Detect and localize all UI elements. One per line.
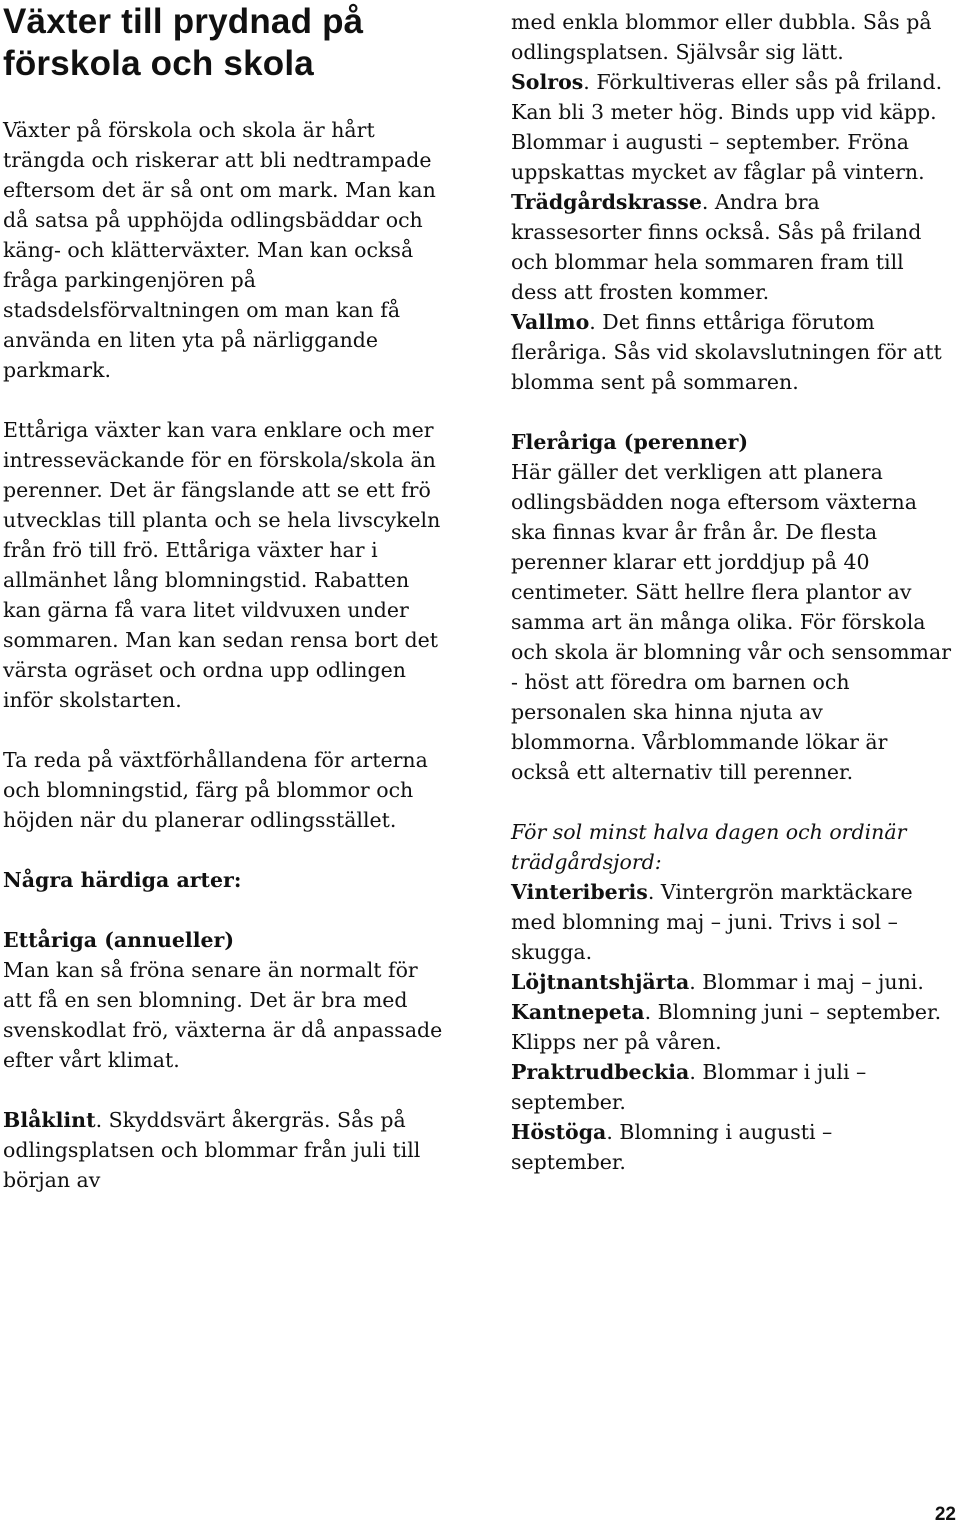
species-text: . Förkultiveras eller sås på friland. Kan bli 3 meter hög. Binds upp vid käpp. Blommar i augusti – september. Fröna uppskattas mycket av fåglar på vintern. (511, 70, 943, 184)
hardy-species-heading: Några härdiga arter: (3, 868, 242, 892)
species-blaklint (3, 1105, 443, 1195)
annuals-heading: Ettåriga (annueller) (3, 928, 235, 952)
species-name: Vallmo (511, 310, 590, 334)
perennials-paragraph: Här gäller det verkligen att planera odlingsbädden noga eftersom växterna ska finnas kvar år från år. De flesta perenner klarar ett jorddjup på 40 centimeter. Sätt hellre flera plantor av samma art än många olika. För förskola och skola är blomning vår och sensommar - höst att föredra om barnen och personalen ska hinna njuta av blommorna. Vårblommande lökar är också ett alternativ till perenner. (511, 460, 951, 784)
intro-paragraph-3: Ta reda på växtförhållandena för arterna och blomningstid, färg på blommor och höjden när du planerar odlingsstället. (3, 748, 428, 832)
species-praktrudbeckia (511, 1057, 951, 1117)
species-name: Trädgårdskrasse (511, 190, 702, 214)
species-text: . Vintergrön marktäckare med blomning maj – juni. Trivs i sol – skugga. (511, 880, 913, 964)
perennials-heading: Fleråriga (perenner) (511, 430, 749, 454)
species-name: Höstöga (511, 1120, 607, 1144)
species-name: Praktrudbeckia (511, 1060, 690, 1084)
species-solros (511, 67, 951, 187)
species-hostoga (511, 1117, 951, 1177)
page-title: Växter till prydnad på förskola och skola (3, 2, 364, 83)
species-kantnepeta (511, 997, 951, 1057)
species-name: Solros (511, 70, 584, 94)
sun-condition-note: För sol minst halva dagen och ordinär trädgårdsjord: (511, 820, 907, 874)
species-name: Kantnepeta (511, 1000, 645, 1024)
species-text: . Blomning i augusti – september. (511, 1120, 833, 1174)
page-number: 22 (934, 1504, 956, 1525)
intro-paragraph-2: Ettåriga växter kan vara enklare och mer intresseväckande för en förskola/skola än perenner. Det är fängslande att se ett frö utvecklas till planta och se hela livscykeln från frö till frö. Ettåriga växter har i allmänhet lång blomningstid. Rabatten kan gärna få vara litet vildvuxen under sommaren. Man kan sedan rensa bort det värsta ogräset och ordna upp odlingen inför skolstarten. (3, 418, 441, 712)
annuals-paragraph: Man kan så fröna senare än normalt för att få en sen blomning. Det är bra med svenskodlat frö, växterna är då anpassade efter vårt klimat. (3, 958, 443, 1072)
species-text: . Andra bra krassesorter finns också. Sås på friland och blommar hela sommaren fram till dess att frosten kommer. (511, 190, 922, 304)
left-column (3, 0, 443, 1195)
species-text: . Skyddsvärt åkergräs. Sås på odlingsplatsen och blommar från juli till början av (3, 1108, 421, 1192)
species-vinteriberis (511, 877, 951, 967)
blaklint-continuation: med enkla blommor eller dubbla. Sås på odlingsplatsen. Självsår sig lätt. (511, 10, 932, 64)
species-name: Löjtnantshjärta (511, 970, 690, 994)
species-lojtnantshjarta (511, 967, 951, 997)
right-column (511, 0, 951, 1177)
species-name: Blåklint (3, 1108, 96, 1132)
species-text: . Blommar i juli – september. (511, 1060, 867, 1114)
species-tradgardskrasse (511, 187, 951, 307)
species-text: . Blommar i maj – juni. (689, 970, 924, 994)
intro-paragraph-1: Växter på förskola och skola är hårt trängda och riskerar att bli nedtrampade eftersom det är så ont om mark. Man kan då satsa på upphöjda odlingsbäddar och käng- och klätterväxter. Man kan också fråga parkingenjören på stadsdelsförvaltningen om man kan få använda en liten yta på närliggande parkmark. (3, 118, 436, 382)
species-text: . Blomning juni – september. Klipps ner på våren. (511, 1000, 942, 1054)
species-vallmo (511, 307, 951, 397)
species-name: Vinteriberis (511, 880, 648, 904)
species-text: . Det finns ettåriga förutom fleråriga. Sås vid skolavslutningen för att blomma sent på sommaren. (511, 310, 942, 394)
